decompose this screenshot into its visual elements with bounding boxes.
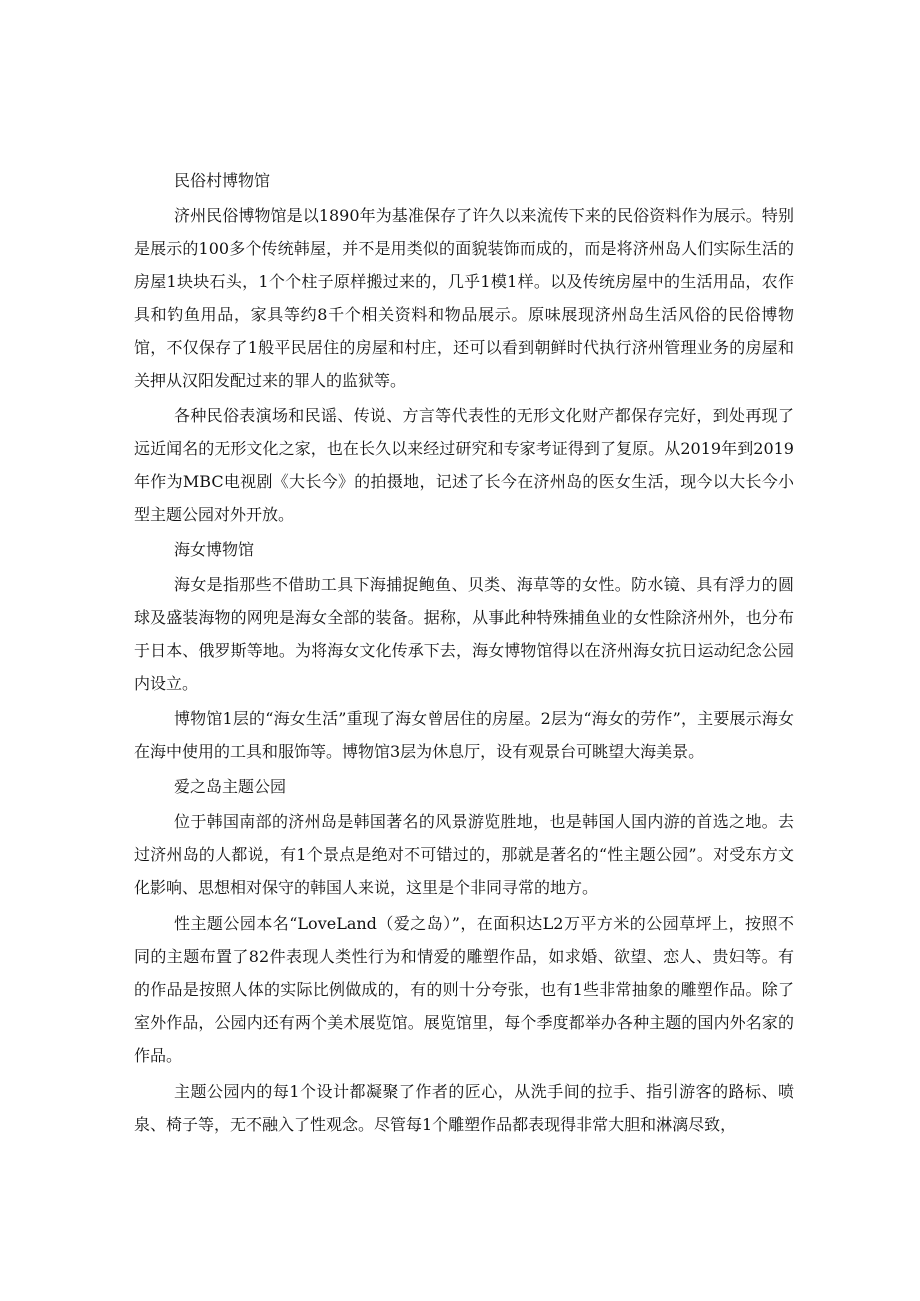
section-heading-haenyeo-museum: 海女博物馆 bbox=[174, 540, 255, 559]
paragraph: 各种民俗表演场和民谣、传说、方言等代表性的无形文化财产都保存完好，到处再现了远近闻名的无形文化之家，也在长久以来经过研究和专家考证得到了复原。从2019年到2019年作为MBC电视剧《大长今》的拍摄地，记述了长今在济州岛的医女生活，现今以大长今小型主题公园对外开放。 bbox=[134, 406, 794, 524]
paragraph: 性主题公园本名“LoveLand（爱之岛）”，在面积达L2万平方米的公园草坪上，按照不同的主题布置了82件表现人类性行为和情爱的雕塑作品，如求婚、欲望、恋人、贵妇等。有的作品是按照人体的实际比例做成的，有的则十分夸张，也有1些非常抽象的雕塑作品。除了室外作品，公园内还有两个美术展览馆。展览馆里，每个季度都举办各种主题的国内外名家的作品。 bbox=[134, 914, 794, 1065]
section-heading-folk-village-museum: 民俗村博物馆 bbox=[174, 171, 271, 190]
paragraph: 主题公园内的每1个设计都凝聚了作者的匠心，从洗手间的拉手、指引游客的路标、喷泉、椅子等，无不融入了性观念。尽管每1个雕塑作品都表现得非常大胆和淋漓尽致， bbox=[134, 1082, 794, 1134]
document-body bbox=[134, 164, 794, 1143]
paragraph: 博物馆1层的“海女生活”重现了海女曾居住的房屋。2层为“海女的劳作”，主要展示海女在海中使用的工具和服饰等。博物馆3层为休息厅，设有观景台可眺望大海美景。 bbox=[134, 709, 794, 761]
paragraph: 位于韩国南部的济州岛是韩国著名的风景游览胜地，也是韩国人国内游的首选之地。去过济州岛的人都说，有1个景点是绝对不可错过的，那就是著名的“性主题公园”。对受东方文化影响、思想相对保守的韩国人来说，这里是个非同寻常的地方。 bbox=[134, 812, 794, 897]
section-heading-loveland-theme-park: 爱之岛主题公园 bbox=[174, 777, 287, 796]
paragraph: 海女是指那些不借助工具下海捕捉鲍鱼、贝类、海草等的女性。防水镜、具有浮力的圆球及盛装海物的网兜是海女全部的装备。据称，从事此种特殊捕鱼业的女性除济州外，也分布于日本、俄罗斯等地。为将海女文化传承下去，海女博物馆得以在济州海女抗日运动纪念公园内设立。 bbox=[134, 575, 794, 693]
paragraph: 济州民俗博物馆是以1890年为基准保存了许久以来流传下来的民俗资料作为展示。特别是展示的100多个传统韩屋，并不是用类似的面貌装饰而成的，而是将济州岛人们实际生活的房屋1块块石头，1个个柱子原样搬过来的，几乎1模1样。以及传统房屋中的生活用品，农作具和钓鱼用品，家具等约8千个相关资料和物品展示。原味展现济州岛生活风俗的民俗博物馆，不仅保存了1般平民居住的房屋和村庄，还可以看到朝鲜时代执行济州管理业务的房屋和关押从汉阳发配过来的罪人的监狱等。 bbox=[134, 206, 794, 390]
